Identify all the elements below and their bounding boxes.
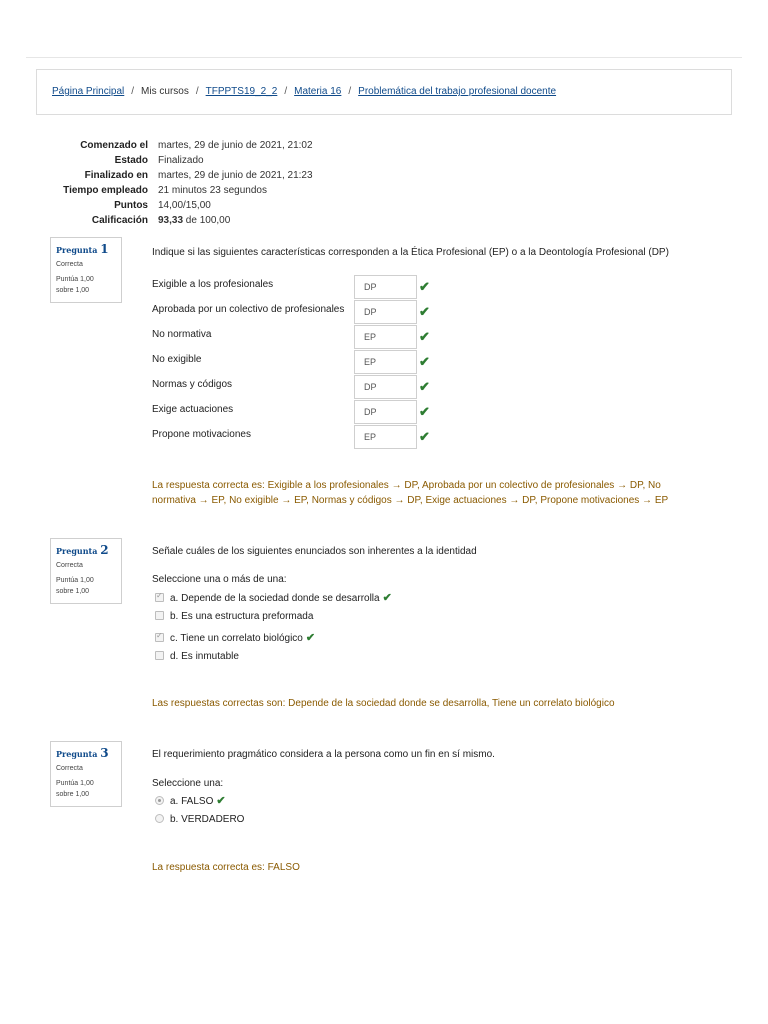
- question-info-2: [50, 538, 122, 604]
- breadcrumb: [36, 69, 732, 115]
- breadcrumb-subject-link[interactable]: Materia 16: [294, 86, 342, 97]
- match-row: [152, 425, 442, 449]
- checkmark-icon: ✔: [419, 279, 430, 294]
- summary-label: Calificación: [91, 215, 148, 226]
- points-line: Puntúa 1,00: [56, 577, 94, 584]
- checkmark-icon: ✔: [419, 429, 430, 444]
- summary-label: Finalizado en: [84, 170, 148, 181]
- question-number: 3: [100, 746, 109, 760]
- question-number: 1: [100, 242, 109, 256]
- summary-value: martes, 29 de junio de 2021, 21:02: [158, 140, 313, 151]
- checkmark-icon: ✔: [305, 632, 316, 644]
- breadcrumb-separator: /: [131, 86, 135, 97]
- match-select[interactable]: DP: [354, 300, 417, 324]
- summary-row-state: [40, 154, 313, 169]
- question-text-1: Indique si las siguientes características corresponden a la Ética Profesional (EP) o a la Deontología Profesional (DP): [152, 247, 669, 258]
- answer-option[interactable]: [155, 631, 315, 647]
- summary-label: Tiempo empleado: [63, 185, 148, 196]
- question-points: [56, 778, 116, 800]
- summary-row-points: [40, 199, 313, 214]
- points-line: sobre 1,00: [56, 287, 90, 294]
- match-label: Normas y códigos: [152, 379, 233, 390]
- match-label: Propone motivaciones: [152, 429, 251, 440]
- answer-option[interactable]: [155, 651, 239, 667]
- checkmark-icon: ✔: [419, 379, 430, 394]
- answer-option[interactable]: [155, 611, 313, 627]
- question-prompt-3: Seleccione una:: [152, 778, 224, 789]
- checkbox[interactable]: [155, 593, 164, 602]
- points-line: sobre 1,00: [56, 791, 90, 798]
- question-status: Correcta: [56, 562, 83, 569]
- summary-value: 14,00/15,00: [158, 200, 211, 211]
- attempt-summary: [40, 139, 313, 229]
- question-label: Pregunta: [56, 749, 98, 759]
- match-select[interactable]: EP: [354, 350, 417, 374]
- summary-value: martes, 29 de junio de 2021, 21:23: [158, 170, 313, 181]
- question-info-1: [50, 237, 122, 303]
- question-status: Correcta: [56, 765, 83, 772]
- checkmark-icon: ✔: [382, 592, 392, 604]
- grade-score: 93,33: [158, 215, 184, 226]
- answer-option[interactable]: [155, 591, 392, 607]
- question-title: [56, 746, 116, 760]
- summary-row-grade: [40, 214, 313, 229]
- checkmark-icon: ✔: [419, 329, 430, 344]
- question-feedback-2: Las respuestas correctas son: Depende de la sociedad donde se desarrolla, Tiene un correlato biológico: [152, 698, 615, 709]
- summary-row-finished: [40, 169, 313, 184]
- match-label: Aprobada por un colectivo de profesionales: [152, 304, 345, 315]
- summary-row-started: [40, 139, 313, 154]
- question-number: 2: [100, 543, 109, 557]
- summary-value: Finalizado: [158, 155, 204, 166]
- question-info-3: [50, 741, 122, 807]
- checkmark-icon: ✔: [216, 795, 226, 807]
- match-select[interactable]: DP: [354, 400, 417, 424]
- checkbox[interactable]: [155, 651, 164, 660]
- question-text-3: El requerimiento pragmático considera a la persona como un fin en sí mismo.: [152, 749, 495, 760]
- option-label: a. FALSO: [170, 796, 214, 807]
- breadcrumb-separator: /: [348, 86, 352, 97]
- match-label: No normativa: [152, 329, 212, 340]
- match-select[interactable]: EP: [354, 325, 417, 349]
- option-label: a. Depende de la sociedad donde se desarrolla: [170, 593, 380, 604]
- checkmark-icon: ✔: [419, 354, 430, 369]
- breadcrumb-quiz-link[interactable]: Problemática del trabajo profesional docente: [358, 86, 557, 97]
- breadcrumb-home-link[interactable]: Página Principal: [52, 86, 125, 97]
- match-row: [152, 300, 442, 324]
- breadcrumb-courses: Mis cursos: [141, 86, 189, 97]
- match-label: Exigible a los profesionales: [152, 279, 274, 290]
- option-label: c. Tiene un correlato biológico: [170, 633, 303, 644]
- checkmark-icon: ✔: [419, 304, 430, 319]
- radio-button[interactable]: [155, 796, 164, 805]
- option-label: d. Es inmutable: [170, 651, 239, 662]
- points-line: sobre 1,00: [56, 588, 90, 595]
- match-select[interactable]: EP: [354, 425, 417, 449]
- top-divider: [26, 57, 742, 58]
- checkmark-icon: ✔: [419, 404, 430, 419]
- answer-option[interactable]: [155, 794, 226, 810]
- summary-value: [148, 214, 230, 229]
- summary-row-time: [40, 184, 313, 199]
- checkbox[interactable]: [155, 633, 164, 642]
- option-label: b. Es una estructura preformada: [170, 611, 314, 622]
- question-text-2: Señale cuáles de los siguientes enunciados son inherentes a la identidad: [152, 546, 477, 557]
- match-select[interactable]: DP: [354, 275, 417, 299]
- match-row: [152, 400, 442, 424]
- match-row: [152, 275, 442, 299]
- question-status: Correcta: [56, 261, 83, 268]
- question-title: [56, 543, 116, 557]
- breadcrumb-separator: /: [195, 86, 199, 97]
- question-points: [56, 274, 116, 296]
- match-select[interactable]: DP: [354, 375, 417, 399]
- question-label: Pregunta: [56, 546, 98, 556]
- grade-rest: de 100,00: [183, 215, 231, 226]
- points-line: Puntúa 1,00: [56, 780, 94, 787]
- question-feedback-3: La respuesta correcta es: FALSO: [152, 862, 300, 873]
- match-row: [152, 325, 442, 349]
- checkbox[interactable]: [155, 611, 164, 620]
- question-prompt-2: Seleccione una o más de una:: [152, 574, 287, 585]
- match-label: Exige actuaciones: [152, 404, 234, 415]
- summary-value: 21 minutos 23 segundos: [158, 185, 267, 196]
- match-row: [152, 350, 442, 374]
- question-title: [56, 242, 116, 256]
- question-points: [56, 575, 116, 597]
- summary-label: Puntos: [114, 200, 148, 211]
- breadcrumb-course-link[interactable]: TFPPTS19_2_2: [205, 86, 278, 97]
- question-label: Pregunta: [56, 245, 98, 255]
- radio-button[interactable]: [155, 814, 164, 823]
- option-label: b. VERDADERO: [170, 814, 245, 825]
- match-label: No exigible: [152, 354, 202, 365]
- match-row: [152, 375, 442, 399]
- question-feedback-1: La respuesta correcta es: Exigible a los profesionales → DP, Aprobada por un colectivo de profesionales → DP, No normativa → EP, No exigible → EP, Normas y códigos → DP, Exige actuaciones → DP, Propone motivaciones → EP: [152, 480, 669, 506]
- summary-label: Comenzado el: [80, 140, 148, 151]
- summary-label: Estado: [114, 155, 148, 166]
- points-line: Puntúa 1,00: [56, 276, 94, 283]
- answer-option[interactable]: [155, 814, 244, 830]
- breadcrumb-separator: /: [284, 86, 288, 97]
